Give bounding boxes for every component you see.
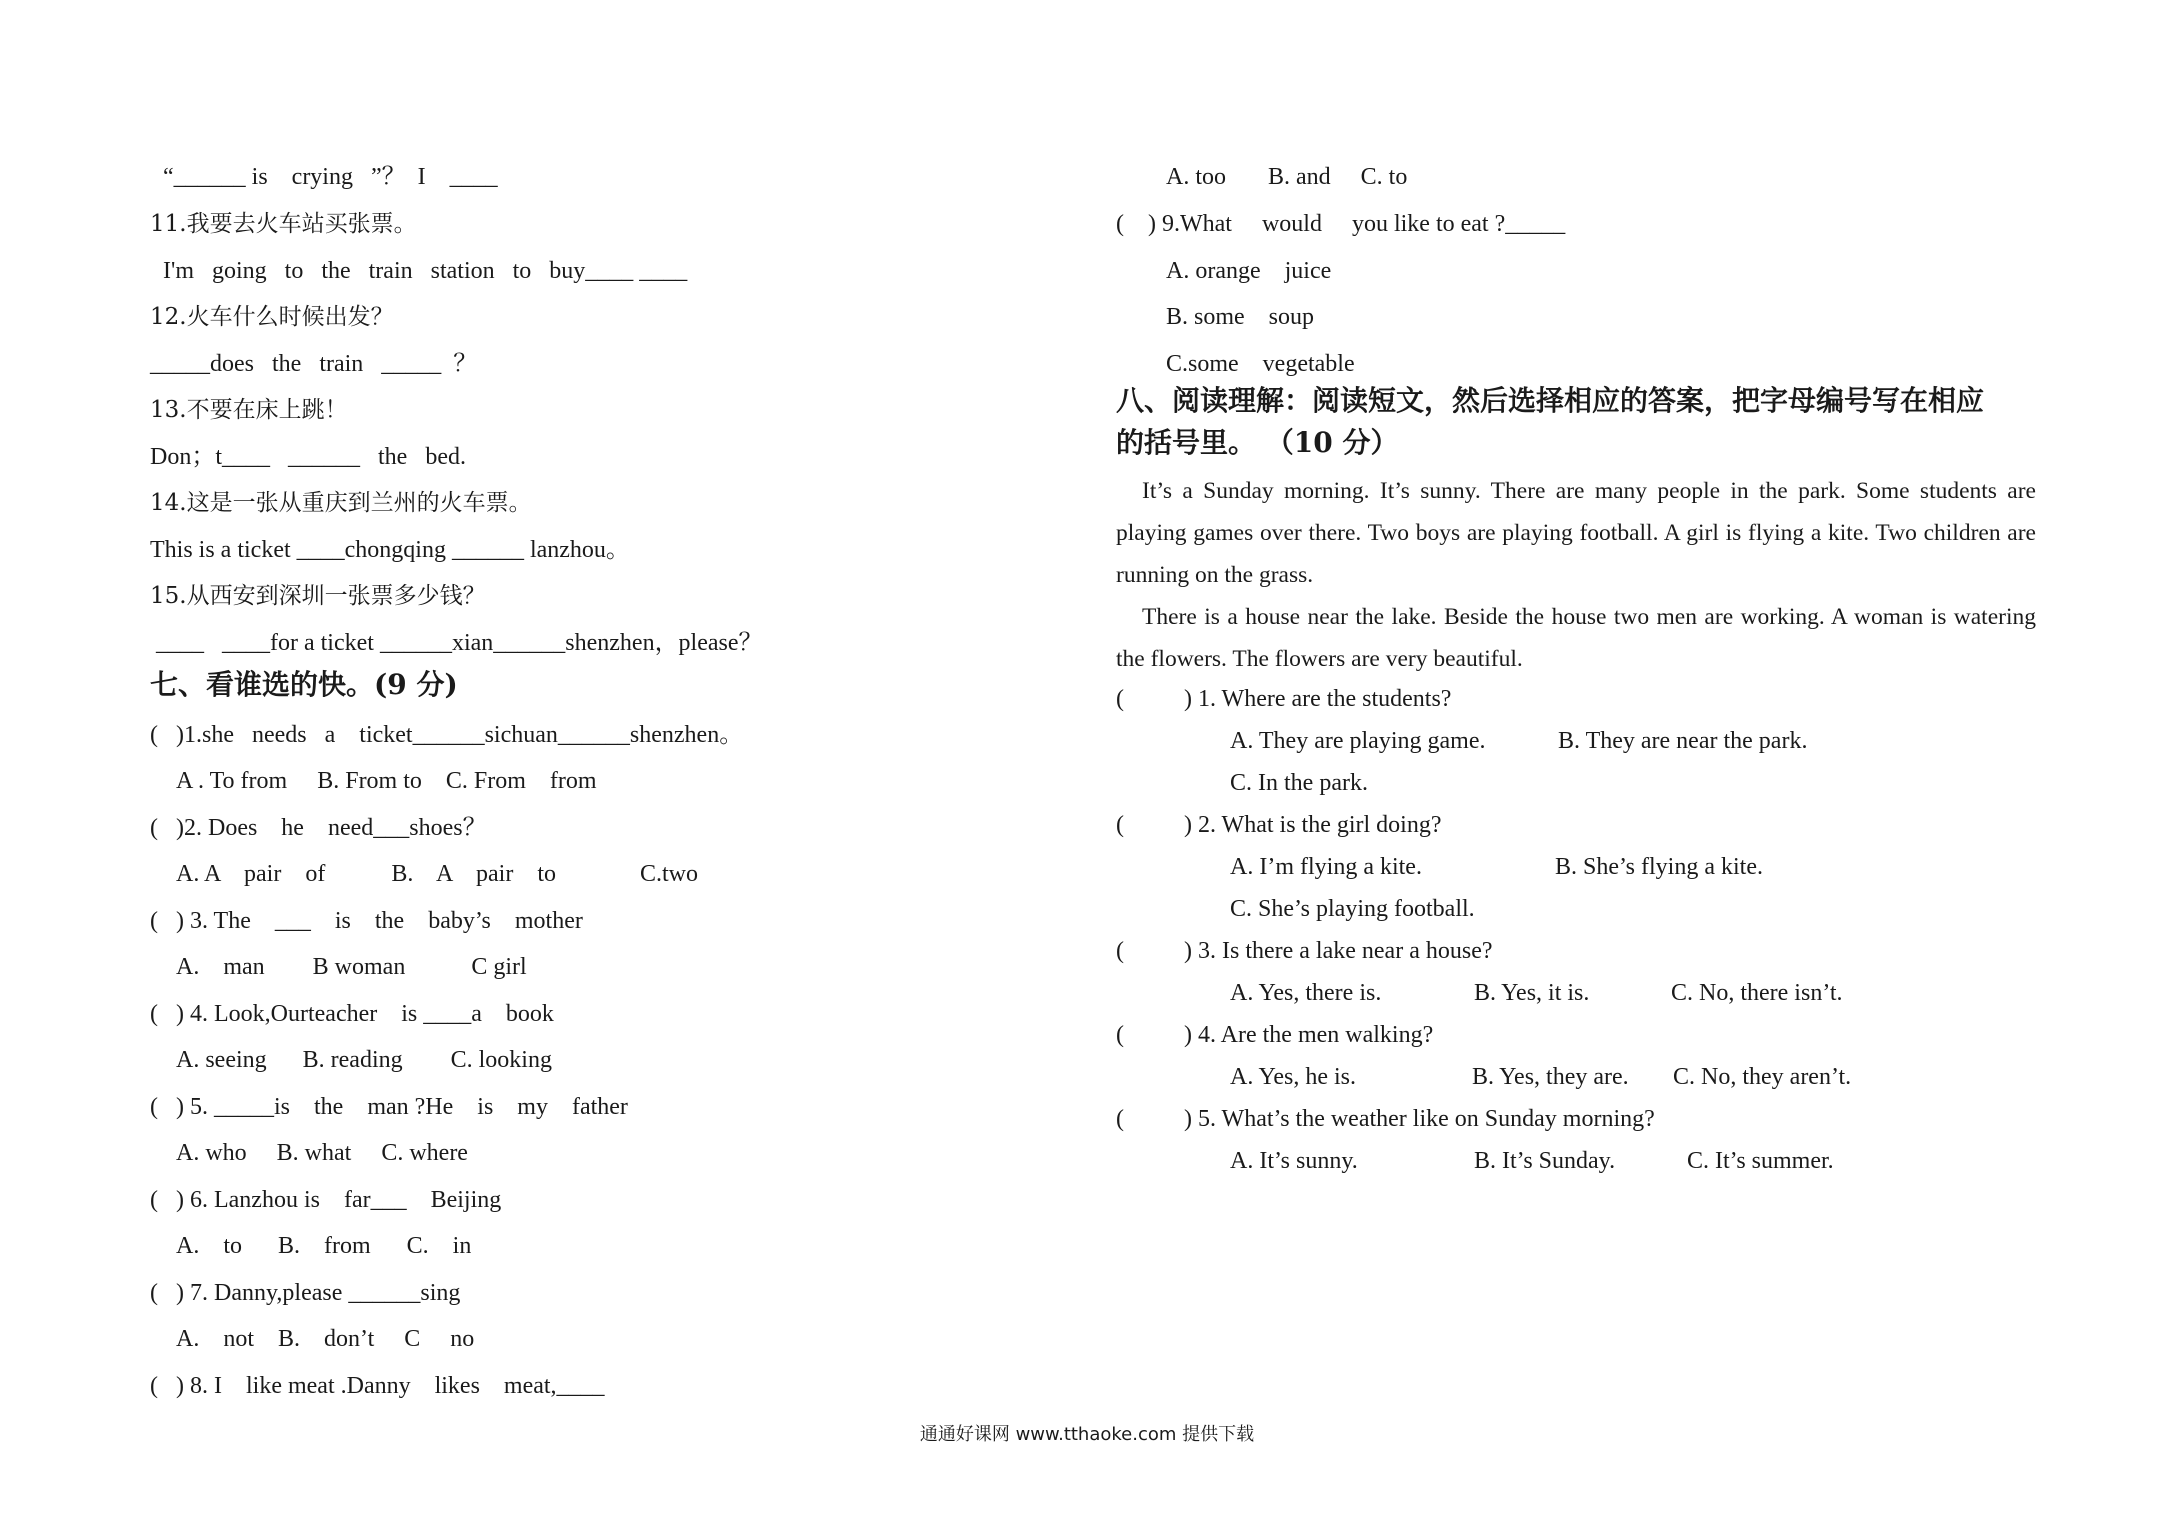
section7-title: 七、看谁选的快。(9 分) (150, 668, 458, 701)
option-a: A. I’m flying a kite. (1230, 854, 1422, 880)
reading-paragraph-1: It’s a Sunday morning. It’s sunny. There are many people in the park. Some students are playing games over there. Two boys are playing football. A girl is flying a kite. Two children are running on the grass. (1116, 478, 2036, 588)
mc-question: ( ) 5. _____is the man ?He is my father (150, 1094, 628, 1120)
section8-title-line2: 的括号里。 （10 分） (1116, 426, 1399, 459)
mc-question: ( ) 3. The ___ is the baby’s mother (150, 908, 583, 934)
mc-options: A. seeing B. reading C. looking (176, 1047, 552, 1073)
q9-question: ( ) 9.What would you like to eat ?_____ (1116, 211, 1566, 237)
reading-question-3: ( ) 3. Is there a lake near a house? (1116, 938, 1493, 964)
option-a: A. It’s sunny. (1230, 1148, 1358, 1174)
reading-paragraph-2: There is a house near the lake. Beside the house two men are working. A woman is watering the flowers. The flowers are very beautiful. (1116, 604, 2036, 672)
q12-english: _____does the train _____ ？ (150, 351, 478, 377)
page-footer: 通通好课网 www.tthaoke.com 提供下载 (919, 1424, 1255, 1445)
option-b: B. It’s Sunday. (1474, 1148, 1616, 1174)
mc-options: A. A pair of B. A pair to C.two (176, 861, 698, 887)
mc-question: ( ) 6. Lanzhou is far___ Beijing (150, 1187, 502, 1213)
q11-english: I'm going to the train station to buy____ ____ (163, 258, 688, 284)
reading-question-4: ( ) 4. Are the men walking? (1116, 1022, 1434, 1048)
q8-options: A. too B. and C. to (1166, 164, 1408, 190)
q13-chinese: 13.不要在床上跳！ (150, 397, 348, 423)
q13-english: Don；t____ ______ the bed. (150, 444, 466, 470)
q10-answer-line: “______ is crying ”？ I ____ (163, 164, 498, 190)
option-a: A. Yes, he is. (1230, 1064, 1357, 1090)
mc-question: ( ) 7. Danny,please ______sing (150, 1280, 461, 1306)
option-a: A. They are playing game. (1230, 728, 1486, 754)
q11-chinese: 11.我要去火车站买张票。 (150, 211, 417, 237)
option-c: C. No, they aren’t. (1673, 1064, 1852, 1090)
reading-question-1: ( ) 1. Where are the students? (1116, 686, 1452, 712)
option-a: A. Yes, there is. (1230, 980, 1382, 1006)
mc-options: A . To from B. From to C. From from (176, 768, 597, 794)
mc-options: A. not B. don’t C no (176, 1326, 475, 1352)
section8-title-line1: 八、阅读理解：阅读短文，然后选择相应的答案，把字母编号写在相应 (1116, 384, 1985, 417)
q15-english: ____ ____for a ticket ______xian______shenzhen，please？ (150, 630, 763, 656)
mc-question: ( )2. Does he need___shoes？ (150, 815, 487, 841)
reading-question-2: ( ) 2. What is the girl doing? (1116, 812, 1442, 838)
option-c: C. It’s summer. (1687, 1148, 1834, 1174)
option-c: C. In the park. (1230, 770, 1368, 796)
option-b: B. Yes, they are. (1472, 1064, 1629, 1090)
option-b: B. She’s flying a kite. (1555, 854, 1763, 880)
q14-english: This is a ticket ____chongqing ______ lanzhou。 (150, 537, 630, 563)
q9-option-c: C.some vegetable (1166, 351, 1355, 377)
option-b: B. Yes, it is. (1474, 980, 1590, 1006)
reading-question-5: ( ) 5. What’s the weather like on Sunday morning? (1116, 1106, 1655, 1132)
option-c: C. No, there isn’t. (1671, 980, 1843, 1006)
mc-options: A. to B. from C. in (176, 1233, 472, 1259)
option-c: C. She’s playing football. (1230, 896, 1475, 922)
q9-option-b: B. some soup (1166, 304, 1315, 330)
mc-options: A. man B woman C girl (176, 954, 527, 980)
mc-question: ( )1.she needs a ticket______sichuan______shenzhen。 (150, 722, 744, 748)
mc-question: ( ) 4. Look,Ourteacher is ____a book (150, 1001, 554, 1027)
option-b: B. They are near the park. (1558, 728, 1808, 754)
mc-question-8: ( ) 8. I like meat .Danny likes meat,____ (150, 1373, 605, 1399)
mc-options: A. who B. what C. where (176, 1140, 468, 1166)
q14-chinese: 14.这是一张从重庆到兰州的火车票。 (150, 490, 532, 516)
q9-option-a: A. orange juice (1166, 258, 1332, 284)
q15-chinese: 15.从西安到深圳一张票多少钱？ (150, 583, 486, 609)
q12-chinese: 12.火车什么时候出发？ (150, 304, 394, 330)
